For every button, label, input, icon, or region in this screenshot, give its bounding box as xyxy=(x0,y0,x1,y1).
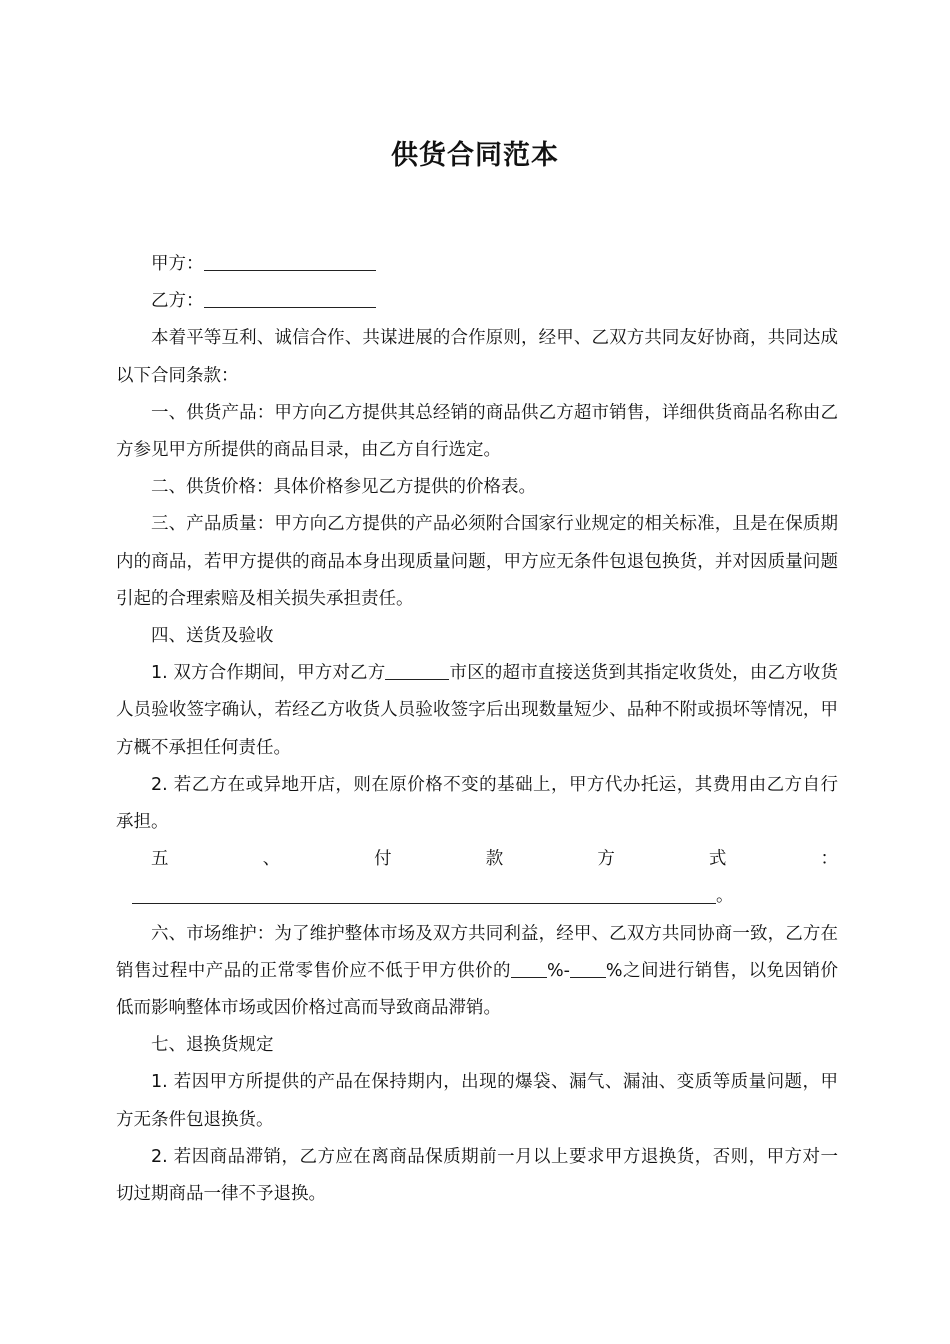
pct-sep: %- xyxy=(546,960,570,981)
clause-6-part-a: 六、市场维护：为了维护整体市场及双方共同利益，经甲、乙双方共同协商一致，乙方在销售过程中产品的正常零售价应不低于甲方供价的 xyxy=(116,923,838,981)
pct-high-blank xyxy=(570,959,606,978)
clause-4-2: 2. 若乙方在或异地开店，则在原价格不变的基础上，甲方代办托运，其费用由乙方自行承担。 xyxy=(116,774,838,833)
clause-7-title: 七、退换货规定 xyxy=(151,1035,274,1056)
party-b-line xyxy=(116,283,838,320)
clause-6-part-b: 之间进行销售，以免因销价低而影响整体市场或因价格过高而导致商品滞销。 xyxy=(116,960,838,1019)
party-b-blank xyxy=(204,289,376,308)
clause-7-1: 1. 若因甲方所提供的产品在保持期内，出现的爆袋、漏气、漏油、变质等质量问题，甲方无条件包退换货。 xyxy=(116,1072,838,1130)
clause-4-1-part-a: 1. 双方合作期间，甲方对乙方 xyxy=(151,663,386,684)
party-b-label: 乙方： xyxy=(151,291,204,312)
payment-blank xyxy=(132,884,688,903)
payment-blank-cont xyxy=(688,884,716,903)
clause-4-title: 四、送货及验收 xyxy=(151,626,274,647)
clause-6 xyxy=(116,916,838,1028)
party-a-label: 甲方： xyxy=(151,254,204,274)
document-body xyxy=(116,246,838,1213)
document-title: 供货合同范本 xyxy=(391,140,559,171)
party-a-blank xyxy=(204,252,376,271)
clause-2: 二、供货价格：具体价格参见乙方提供的价格表。 xyxy=(151,477,536,498)
clause-4-1-part-b: 市区的超市直接送货到其指定收货处，由乙方收货人员验收签字确认，若经乙方收货人员验收签字后出现数量短少、品种不附或损坏等情况，甲方概不承担任何责任。 xyxy=(116,663,838,758)
party-a-line xyxy=(116,246,838,283)
pct-sign: % xyxy=(605,960,623,981)
clause-5-label: 五、付款方式： xyxy=(151,849,838,870)
clause-7-2: 2. 若因商品滞销，乙方应在离商品保质期前一月以上要求甲方退换货，否则，甲方对一切过期商品一律不予退换。 xyxy=(116,1146,838,1205)
clause-5-end: 。 xyxy=(716,886,734,907)
clause-1: 一、供货产品：甲方向乙方提供其总经销的商品供乙方超市销售，详细供货商品名称由乙方参见甲方所提供的商品目录，由乙方自行选定。 xyxy=(116,402,838,461)
clause-5 xyxy=(116,841,838,915)
pct-low-blank xyxy=(511,959,547,978)
clause-3: 三、产品质量：甲方向乙方提供的产品必须附合国家行业规定的相关标准，且是在保质期内的商品，若甲方提供的商品本身出现质量问题，甲方应无条件包退包换货，并对因质量问题引起的合理索赔及相关损失承担责任。 xyxy=(116,514,838,609)
clause-4-1 xyxy=(116,655,838,767)
intro-paragraph: 本着平等互利、诚信合作、共谋进展的合作原则，经甲、乙双方共同友好协商，共同达成以下合同条款： xyxy=(116,328,838,386)
city-blank xyxy=(385,661,449,680)
